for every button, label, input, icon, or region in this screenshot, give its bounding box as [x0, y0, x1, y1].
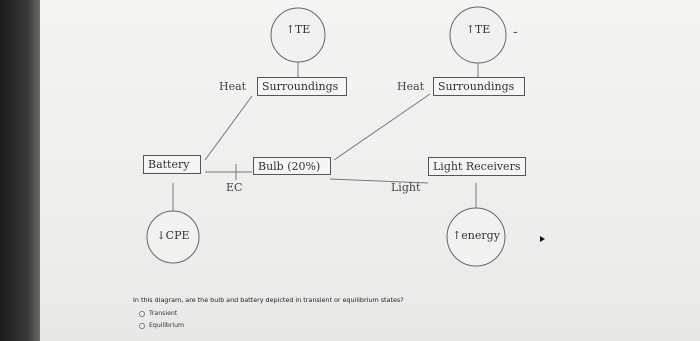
heat-left-label: Heat	[219, 80, 247, 93]
radio-transient[interactable]	[139, 311, 145, 317]
te-right-label: ↑TE	[465, 23, 491, 36]
radio-equilibrium[interactable]	[139, 323, 145, 329]
option-equilibrium-label: Equilibrium	[149, 322, 185, 329]
dash-mark: -	[513, 24, 518, 40]
option-transient-label: Transient	[149, 310, 178, 317]
option-transient[interactable]	[139, 310, 177, 317]
cpe-label: ↓CPE	[156, 229, 190, 242]
question-text: In this diagram, are the bulb and battery depicted in transient or equilibrium states?	[133, 296, 404, 304]
surroundings-left-box: Surroundings	[257, 77, 347, 96]
heat-right-label: Heat	[397, 80, 425, 93]
te-left-label: ↑TE	[285, 23, 311, 36]
ec-label: EC	[226, 181, 243, 194]
option-equilibrium[interactable]	[139, 322, 184, 329]
energy-label: ↑energy	[452, 229, 500, 242]
surroundings-right-box: Surroundings	[433, 77, 525, 96]
light-label: Light	[391, 181, 421, 194]
heat-right-arrow	[334, 94, 430, 160]
light-receivers-box: Light Receivers	[428, 157, 526, 176]
bulb-box: Bulb (20%)	[253, 157, 331, 175]
battery-box: Battery	[143, 155, 201, 174]
mouse-cursor-icon	[540, 236, 545, 242]
heat-left-arrow	[205, 96, 252, 160]
